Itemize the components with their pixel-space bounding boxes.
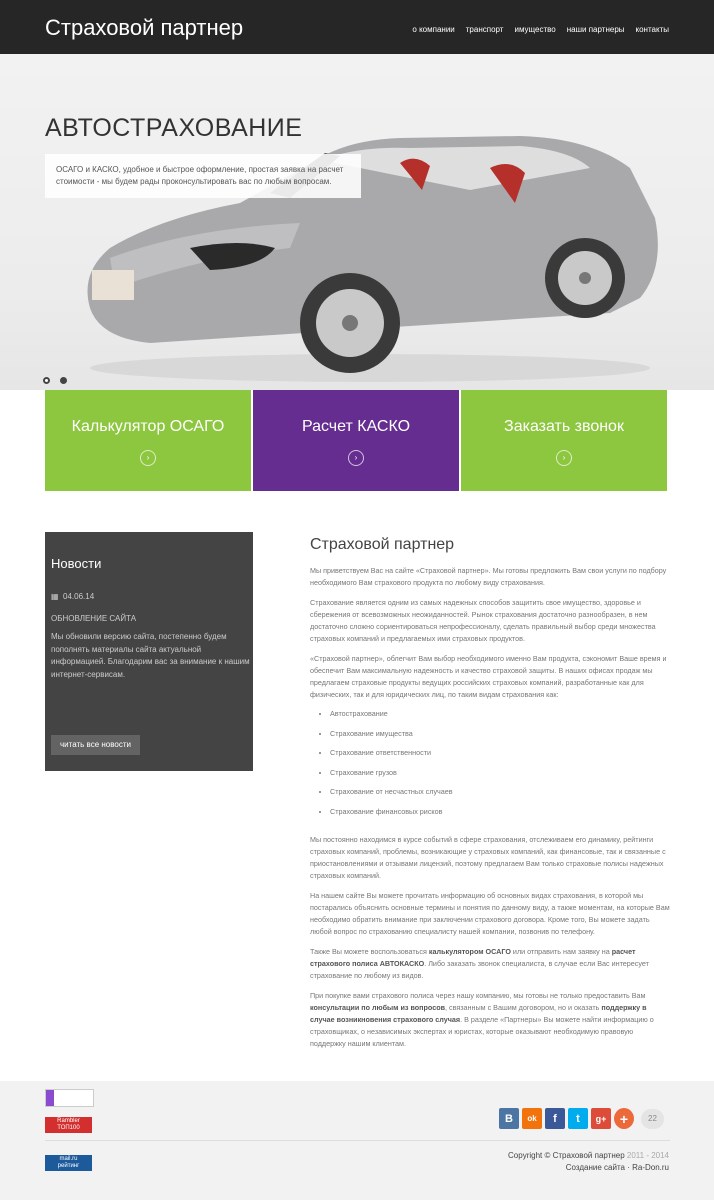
copyright-years: 2011 - 2014 — [626, 1151, 669, 1160]
tile-label: Заказать звонок — [504, 418, 624, 435]
action-tiles — [45, 390, 667, 491]
made-by-label: Создание сайта — [565, 1163, 625, 1172]
paragraph: Мы постоянно находимся в курсе событий в сфере страхования, отслеживаем его динамику, рейтинги страховых компаний, проблемы, возникающие у страховых компаний, как финансовые, так и связанные с приостановлениями и отзывами лицензий, поэтому предлагаем Вам только страховые полисы надежных страховых компаний. — [310, 835, 666, 880]
paragraph: Страхование является одним из самых надежных способов защитить свое имущество, здоровье и сбережения от всевозможных неожиданностей. Рынок страхования достаточно разнообразен, в нем достаточно сложно сориентироваться непрофессионалу, сделать правильный выбор среди множества страховых компаний и предлагаемых ими страховых продуктов. — [310, 598, 656, 643]
circle-arrow-icon: › — [348, 450, 364, 466]
footer-divider — [45, 1140, 670, 1141]
nav-transport[interactable]: транспорт — [465, 25, 504, 34]
paragraph: Мы приветствуем Вас на сайте «Страховой партнер». Мы готовы предложить Вам свои услуги по подбору необходимого Вам страхового продукта по любому виду страхования. — [310, 566, 667, 587]
paragraph: При покупке вами страхового полиса через нашу компанию, мы готовы не только предоставить Вам консультации по любым из вопросов, связанным с Вашим договором, но и оказать поддержку в случае возникновения страхового случая. В разделе «Партнеры» Вы можете найти информацию о страховщиках, о независимых экспертах и юристах, которые оказывают необходимую правовую поддержку нашим клиентам. — [310, 991, 654, 1048]
hero-description: ОСАГО и КАСКО, удобное и быстрое оформление, простая заявка на расчет стоимости - мы будем рады проконсультировать вас по любым вопросам. — [45, 154, 361, 198]
nav-about[interactable]: о компании — [412, 25, 455, 34]
list-item: • Страхование грузов — [330, 768, 670, 788]
twitter-share-button[interactable]: t — [568, 1108, 588, 1129]
kasko-request-link[interactable]: расчет страхового полиса АВТОКАСКО — [310, 947, 636, 968]
share-count: 22 — [641, 1109, 664, 1129]
nav-property[interactable]: имущество — [514, 25, 556, 34]
osago-calculator-link[interactable]: калькулятором ОСАГО — [428, 947, 511, 956]
liveinternet-counter[interactable] — [45, 1089, 94, 1107]
facebook-share-button[interactable]: f — [545, 1108, 565, 1129]
news-date-value: 04.06.14 — [63, 592, 95, 601]
news-panel — [45, 532, 253, 771]
nav-partners[interactable]: наши партнеры — [566, 25, 625, 34]
odnoklassniki-share-button[interactable]: ok — [522, 1108, 542, 1129]
copyright-text: Copyright © Страховой партнер — [508, 1151, 625, 1160]
slider-dot-1[interactable] — [43, 377, 50, 384]
list-item: • Автострахование — [330, 709, 670, 729]
header — [0, 0, 714, 54]
news-title[interactable]: ОБНОВЛЕНИЕ САЙТА — [51, 614, 137, 623]
list-item: • Страхование ответственности — [330, 748, 670, 768]
social-share-bar — [499, 1108, 664, 1129]
slider-dots — [43, 377, 67, 384]
hero-slider — [0, 54, 714, 390]
hero-title: АВТОСТРАХОВАНИЕ — [45, 114, 303, 142]
paragraph: На нашем сайте Вы можете прочитать информацию об основных видах страхования, в которой мы постарались объяснить основные термины и понятия по данному виду, а также моментам, на которые Вам необходимо обратить внимание при заключении страхового договора. Кроме того, Вы можете задать любой вопрос по страхованию специалисту нашей компании, позвонив по телефону. — [310, 891, 670, 936]
paragraph: «Страховой партнер», облегчит Вам выбор необходимого именно Вам продукта, сэкономит Ваше время и обеспечит Вам максимальную надежность и качество страховой защиты. В наших офисах продаж мы предлагаем страховые продукты ведущих российских страховых компаний, разработанные как для физических, так и для юридических лиц, по таким видам страхования как: — [310, 654, 667, 699]
insurance-types-list — [310, 709, 670, 826]
googleplus-share-button[interactable]: g+ — [591, 1108, 611, 1129]
nav-contacts[interactable]: контакты — [635, 25, 669, 34]
list-item: • Страхование финансовых рисков — [330, 807, 670, 827]
tile-label: Расчет КАСКО — [301, 418, 411, 435]
list-item: • Страхование имущества — [330, 729, 670, 749]
news-text: Мы обновили версию сайта, постепенно будем пополнять материалы сайта актуальной информацией. Благодарим вас за внимание к нашим интернет-сервисам. — [51, 632, 250, 679]
rambler-top100-badge[interactable]: Rambler ТОП100 — [45, 1117, 92, 1133]
all-news-button[interactable]: читать все новости — [51, 735, 140, 755]
tile-order-call[interactable] — [461, 390, 667, 491]
copyright: Copyright © Страховой партнер 2011 - 2014 Создание сайта · Ra-Don.ru — [508, 1151, 669, 1172]
content-heading: Страховой партнер — [310, 536, 455, 553]
calendar-icon: ▦ — [51, 592, 59, 601]
developer-link[interactable]: Ra-Don.ru — [632, 1163, 669, 1172]
mailru-rating-badge[interactable]: mail.ru рейтинг — [45, 1155, 92, 1171]
list-item: • Страхование от несчастных случаев — [330, 787, 670, 807]
tile-kasko-calculation[interactable] — [253, 390, 459, 491]
site-logo[interactable]: Страховой партнер — [45, 15, 244, 40]
tile-label: Калькулятор ОСАГО — [71, 418, 225, 435]
circle-arrow-icon: › — [556, 450, 572, 466]
news-heading: Новости — [51, 556, 102, 571]
circle-arrow-icon: › — [140, 450, 156, 466]
news-date — [51, 592, 94, 601]
tile-osago-calculator[interactable] — [45, 390, 251, 491]
main-content — [310, 536, 670, 1058]
main-nav — [412, 25, 669, 34]
slider-dot-2[interactable] — [60, 377, 67, 384]
paragraph: Также Вы можете воспользоваться калькулятором ОСАГО или отправить нам заявку на расчет страхового полиса АВТОКАСКО. Либо заказать звонок специалиста, в случае если Вас интересует страхование по любому из видов. — [310, 947, 649, 980]
more-share-button[interactable]: + — [614, 1108, 634, 1129]
vk-share-button[interactable]: В — [499, 1108, 519, 1129]
